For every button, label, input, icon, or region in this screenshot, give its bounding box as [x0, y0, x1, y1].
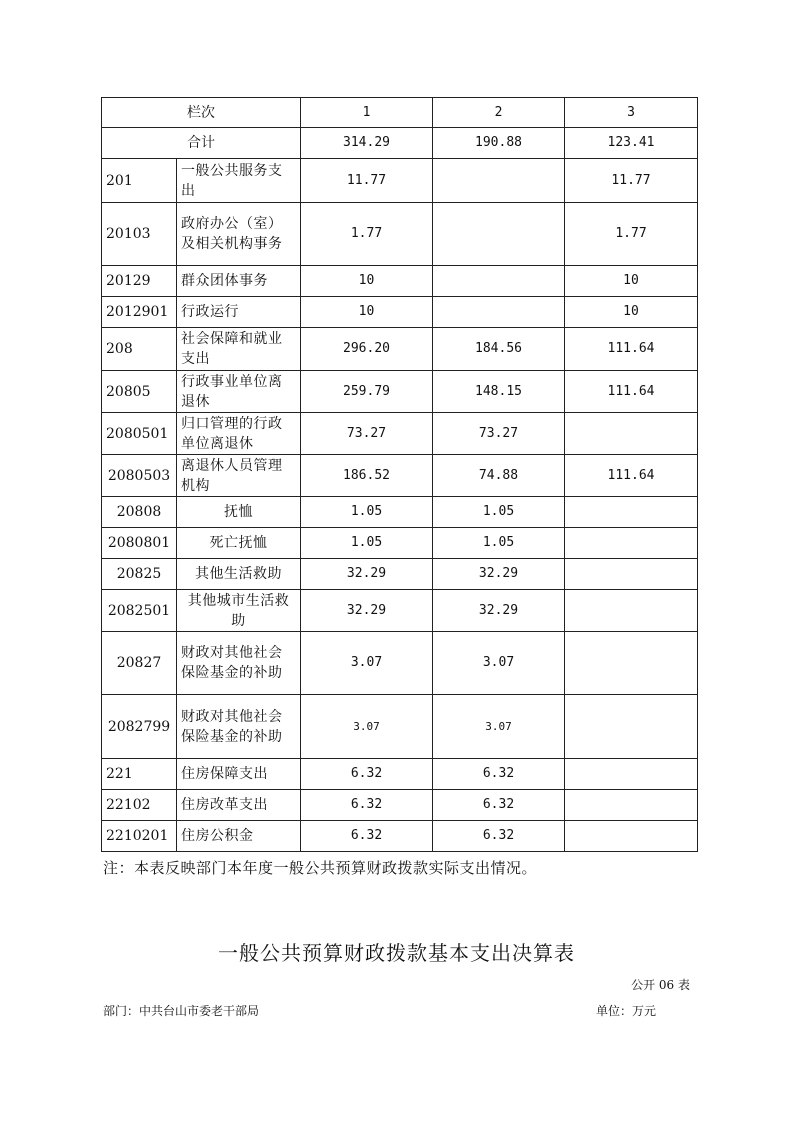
total-row [102, 128, 698, 159]
row-value-3: 111.64 [565, 455, 698, 497]
row-value-1: 3.07 [301, 695, 433, 759]
table-row [102, 821, 698, 852]
row-value-2: 3.07 [433, 695, 565, 759]
table-row [102, 455, 698, 497]
row-value-3 [565, 528, 698, 559]
header-col-2: 2 [433, 98, 565, 128]
total-value-3: 123.41 [565, 128, 698, 159]
row-value-2: 1.05 [433, 497, 565, 528]
row-name: 群众团体事务 [177, 266, 301, 297]
table-row [102, 371, 698, 413]
row-value-1: 186.52 [301, 455, 433, 497]
table-number: 公开 06 表 [631, 978, 690, 992]
row-code: 2082799 [102, 695, 177, 759]
total-label: 合计 [102, 128, 301, 159]
row-value-3 [565, 695, 698, 759]
row-name: 行政运行 [177, 297, 301, 328]
row-name: 一般公共服务支出 [177, 159, 301, 203]
table-row [102, 632, 698, 695]
row-code: 201 [102, 159, 177, 203]
row-code: 20103 [102, 203, 177, 266]
row-name: 财政对其他社会保险基金的补助 [177, 632, 301, 695]
row-name: 社会保障和就业支出 [177, 328, 301, 371]
row-value-3 [565, 413, 698, 455]
table-row [102, 528, 698, 559]
row-code: 2080801 [102, 528, 177, 559]
row-value-2: 74.88 [433, 455, 565, 497]
row-value-2 [433, 203, 565, 266]
row-value-1: 6.32 [301, 821, 433, 852]
header-column-label: 栏次 [102, 98, 301, 128]
row-name: 住房改革支出 [177, 790, 301, 821]
row-code: 20129 [102, 266, 177, 297]
row-value-3 [565, 590, 698, 632]
row-value-3: 111.64 [565, 371, 698, 413]
table-row [102, 413, 698, 455]
row-name: 其他生活救助 [177, 559, 301, 590]
row-code: 2210201 [102, 821, 177, 852]
row-value-1: 296.20 [301, 328, 433, 371]
table-row [102, 790, 698, 821]
row-value-1: 32.29 [301, 559, 433, 590]
row-name: 政府办公（室）及相关机构事务 [177, 203, 301, 266]
row-value-2: 184.56 [433, 328, 565, 371]
row-code: 20827 [102, 632, 177, 695]
table-row [102, 759, 698, 790]
row-name: 住房保障支出 [177, 759, 301, 790]
row-value-1: 1.77 [301, 203, 433, 266]
row-name: 其他城市生活救助 [177, 590, 301, 632]
row-name: 住房公积金 [177, 821, 301, 852]
row-code: 22102 [102, 790, 177, 821]
row-code: 208 [102, 328, 177, 371]
table-row [102, 203, 698, 266]
table-row [102, 297, 698, 328]
row-value-3 [565, 821, 698, 852]
row-value-2: 6.32 [433, 759, 565, 790]
total-value-1: 314.29 [301, 128, 433, 159]
row-name: 死亡抚恤 [177, 528, 301, 559]
row-code: 20808 [102, 497, 177, 528]
row-code: 20825 [102, 559, 177, 590]
row-code: 20805 [102, 371, 177, 413]
header-col-3: 3 [565, 98, 698, 128]
table-row [102, 590, 698, 632]
row-value-3: 111.64 [565, 328, 698, 371]
table-row [102, 695, 698, 759]
row-value-2: 3.07 [433, 632, 565, 695]
next-table-title: 一般公共预算财政拨款基本支出决算表 [218, 941, 575, 965]
row-value-3 [565, 632, 698, 695]
row-value-2 [433, 266, 565, 297]
row-value-1: 1.05 [301, 497, 433, 528]
table-row [102, 328, 698, 371]
row-value-1: 32.29 [301, 590, 433, 632]
row-value-1: 10 [301, 297, 433, 328]
department-label: 部门：中共台山市委老干部局 [103, 1004, 260, 1018]
row-value-1: 6.32 [301, 759, 433, 790]
row-value-1: 259.79 [301, 371, 433, 413]
row-value-1: 11.77 [301, 159, 433, 203]
row-value-1: 6.32 [301, 790, 433, 821]
row-value-1: 73.27 [301, 413, 433, 455]
table-row [102, 266, 698, 297]
row-value-2: 6.32 [433, 790, 565, 821]
row-value-3 [565, 759, 698, 790]
row-value-3: 11.77 [565, 159, 698, 203]
table-note: 注：本表反映部门本年度一般公共预算财政拨款实际支出情况。 [103, 859, 538, 877]
row-value-3: 10 [565, 297, 698, 328]
row-value-3: 10 [565, 266, 698, 297]
row-name: 抚恤 [177, 497, 301, 528]
row-value-1: 3.07 [301, 632, 433, 695]
expenditure-table [101, 97, 698, 852]
row-value-2: 6.32 [433, 821, 565, 852]
row-value-3 [565, 559, 698, 590]
row-value-1: 1.05 [301, 528, 433, 559]
row-name: 财政对其他社会保险基金的补助 [177, 695, 301, 759]
total-value-2: 190.88 [433, 128, 565, 159]
row-value-2: 148.15 [433, 371, 565, 413]
row-code: 2080501 [102, 413, 177, 455]
row-name: 行政事业单位离退休 [177, 371, 301, 413]
row-value-3: 1.77 [565, 203, 698, 266]
row-value-3 [565, 790, 698, 821]
row-value-1: 10 [301, 266, 433, 297]
row-value-2 [433, 297, 565, 328]
table-row [102, 159, 698, 203]
row-code: 221 [102, 759, 177, 790]
header-col-1: 1 [301, 98, 433, 128]
row-value-2: 32.29 [433, 590, 565, 632]
table-row [102, 497, 698, 528]
table-row [102, 559, 698, 590]
row-value-2: 32.29 [433, 559, 565, 590]
row-code: 2012901 [102, 297, 177, 328]
row-code: 2082501 [102, 590, 177, 632]
row-value-2: 73.27 [433, 413, 565, 455]
header-row [102, 98, 698, 128]
row-code: 2080503 [102, 455, 177, 497]
row-name: 离退休人员管理机构 [177, 455, 301, 497]
row-value-3 [565, 497, 698, 528]
row-value-2: 1.05 [433, 528, 565, 559]
row-value-2 [433, 159, 565, 203]
unit-label: 单位：万元 [596, 1004, 657, 1018]
row-name: 归口管理的行政单位离退休 [177, 413, 301, 455]
